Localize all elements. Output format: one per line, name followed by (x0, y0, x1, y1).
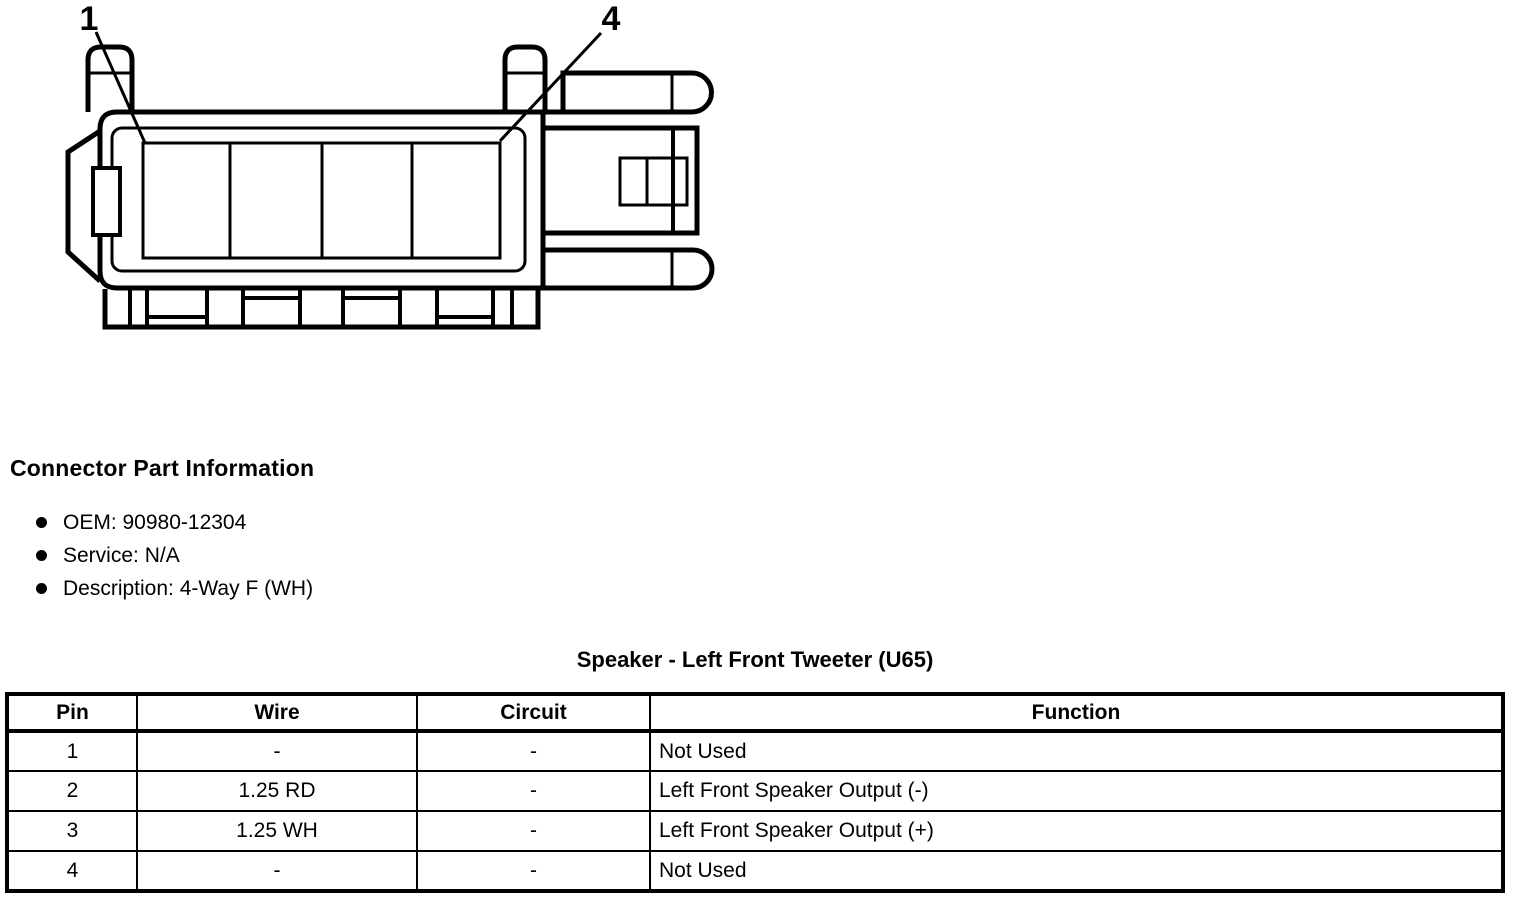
cell-function: Left Front Speaker Output (+) (650, 811, 1503, 851)
bullet-icon (36, 550, 47, 561)
cell-circuit: - (417, 811, 650, 851)
pin-cavities (143, 143, 500, 258)
cell-circuit: - (417, 851, 650, 891)
part-info-item-text: OEM: 90980-12304 (63, 510, 247, 534)
part-info-heading: Connector Part Information (10, 455, 315, 481)
cell-pin: 2 (7, 771, 137, 811)
table-row-pin4 (7, 851, 1503, 891)
cell-pin: 3 (7, 811, 137, 851)
part-info-item-oem (36, 506, 313, 539)
part-info-list (36, 506, 313, 605)
table-row-pin1 (7, 731, 1503, 771)
pin4-label: 4 (601, 0, 621, 38)
table-row-pin2 (7, 771, 1503, 811)
pinout-table-title: Speaker - Left Front Tweeter (U65) (576, 647, 934, 672)
cell-wire: - (137, 731, 417, 771)
bullet-icon (36, 517, 47, 528)
part-info-item-text: Service: N/A (63, 543, 180, 567)
lock-teeth (105, 289, 538, 327)
mounting-tabs (88, 47, 545, 112)
pinout-table (5, 692, 1505, 893)
part-info-item-text: Description: 4-Way F (WH) (63, 576, 314, 600)
cell-function: Not Used (650, 731, 1503, 771)
pin1-label: 1 (79, 0, 99, 38)
cell-wire: 1.25 RD (137, 771, 417, 811)
connector-diagram (0, 0, 760, 360)
cell-pin: 1 (7, 731, 137, 771)
cell-wire: - (137, 851, 417, 891)
table-row-pin3 (7, 811, 1503, 851)
column-header-wire: Wire (137, 694, 417, 731)
header-row (7, 694, 1503, 731)
cell-circuit: - (417, 771, 650, 811)
part-info-item-description (36, 572, 313, 605)
terminal-prongs (543, 73, 712, 288)
column-header-circuit: Circuit (417, 694, 650, 731)
cell-pin: 4 (7, 851, 137, 891)
cell-circuit: - (417, 731, 650, 771)
cell-function: Not Used (650, 851, 1503, 891)
column-header-pin: Pin (7, 694, 137, 731)
column-header-function: Function (650, 694, 1503, 731)
cell-wire: 1.25 WH (137, 811, 417, 851)
cell-function: Left Front Speaker Output (-) (650, 771, 1503, 811)
bullet-icon (36, 583, 47, 594)
part-info-item-service (36, 539, 313, 572)
